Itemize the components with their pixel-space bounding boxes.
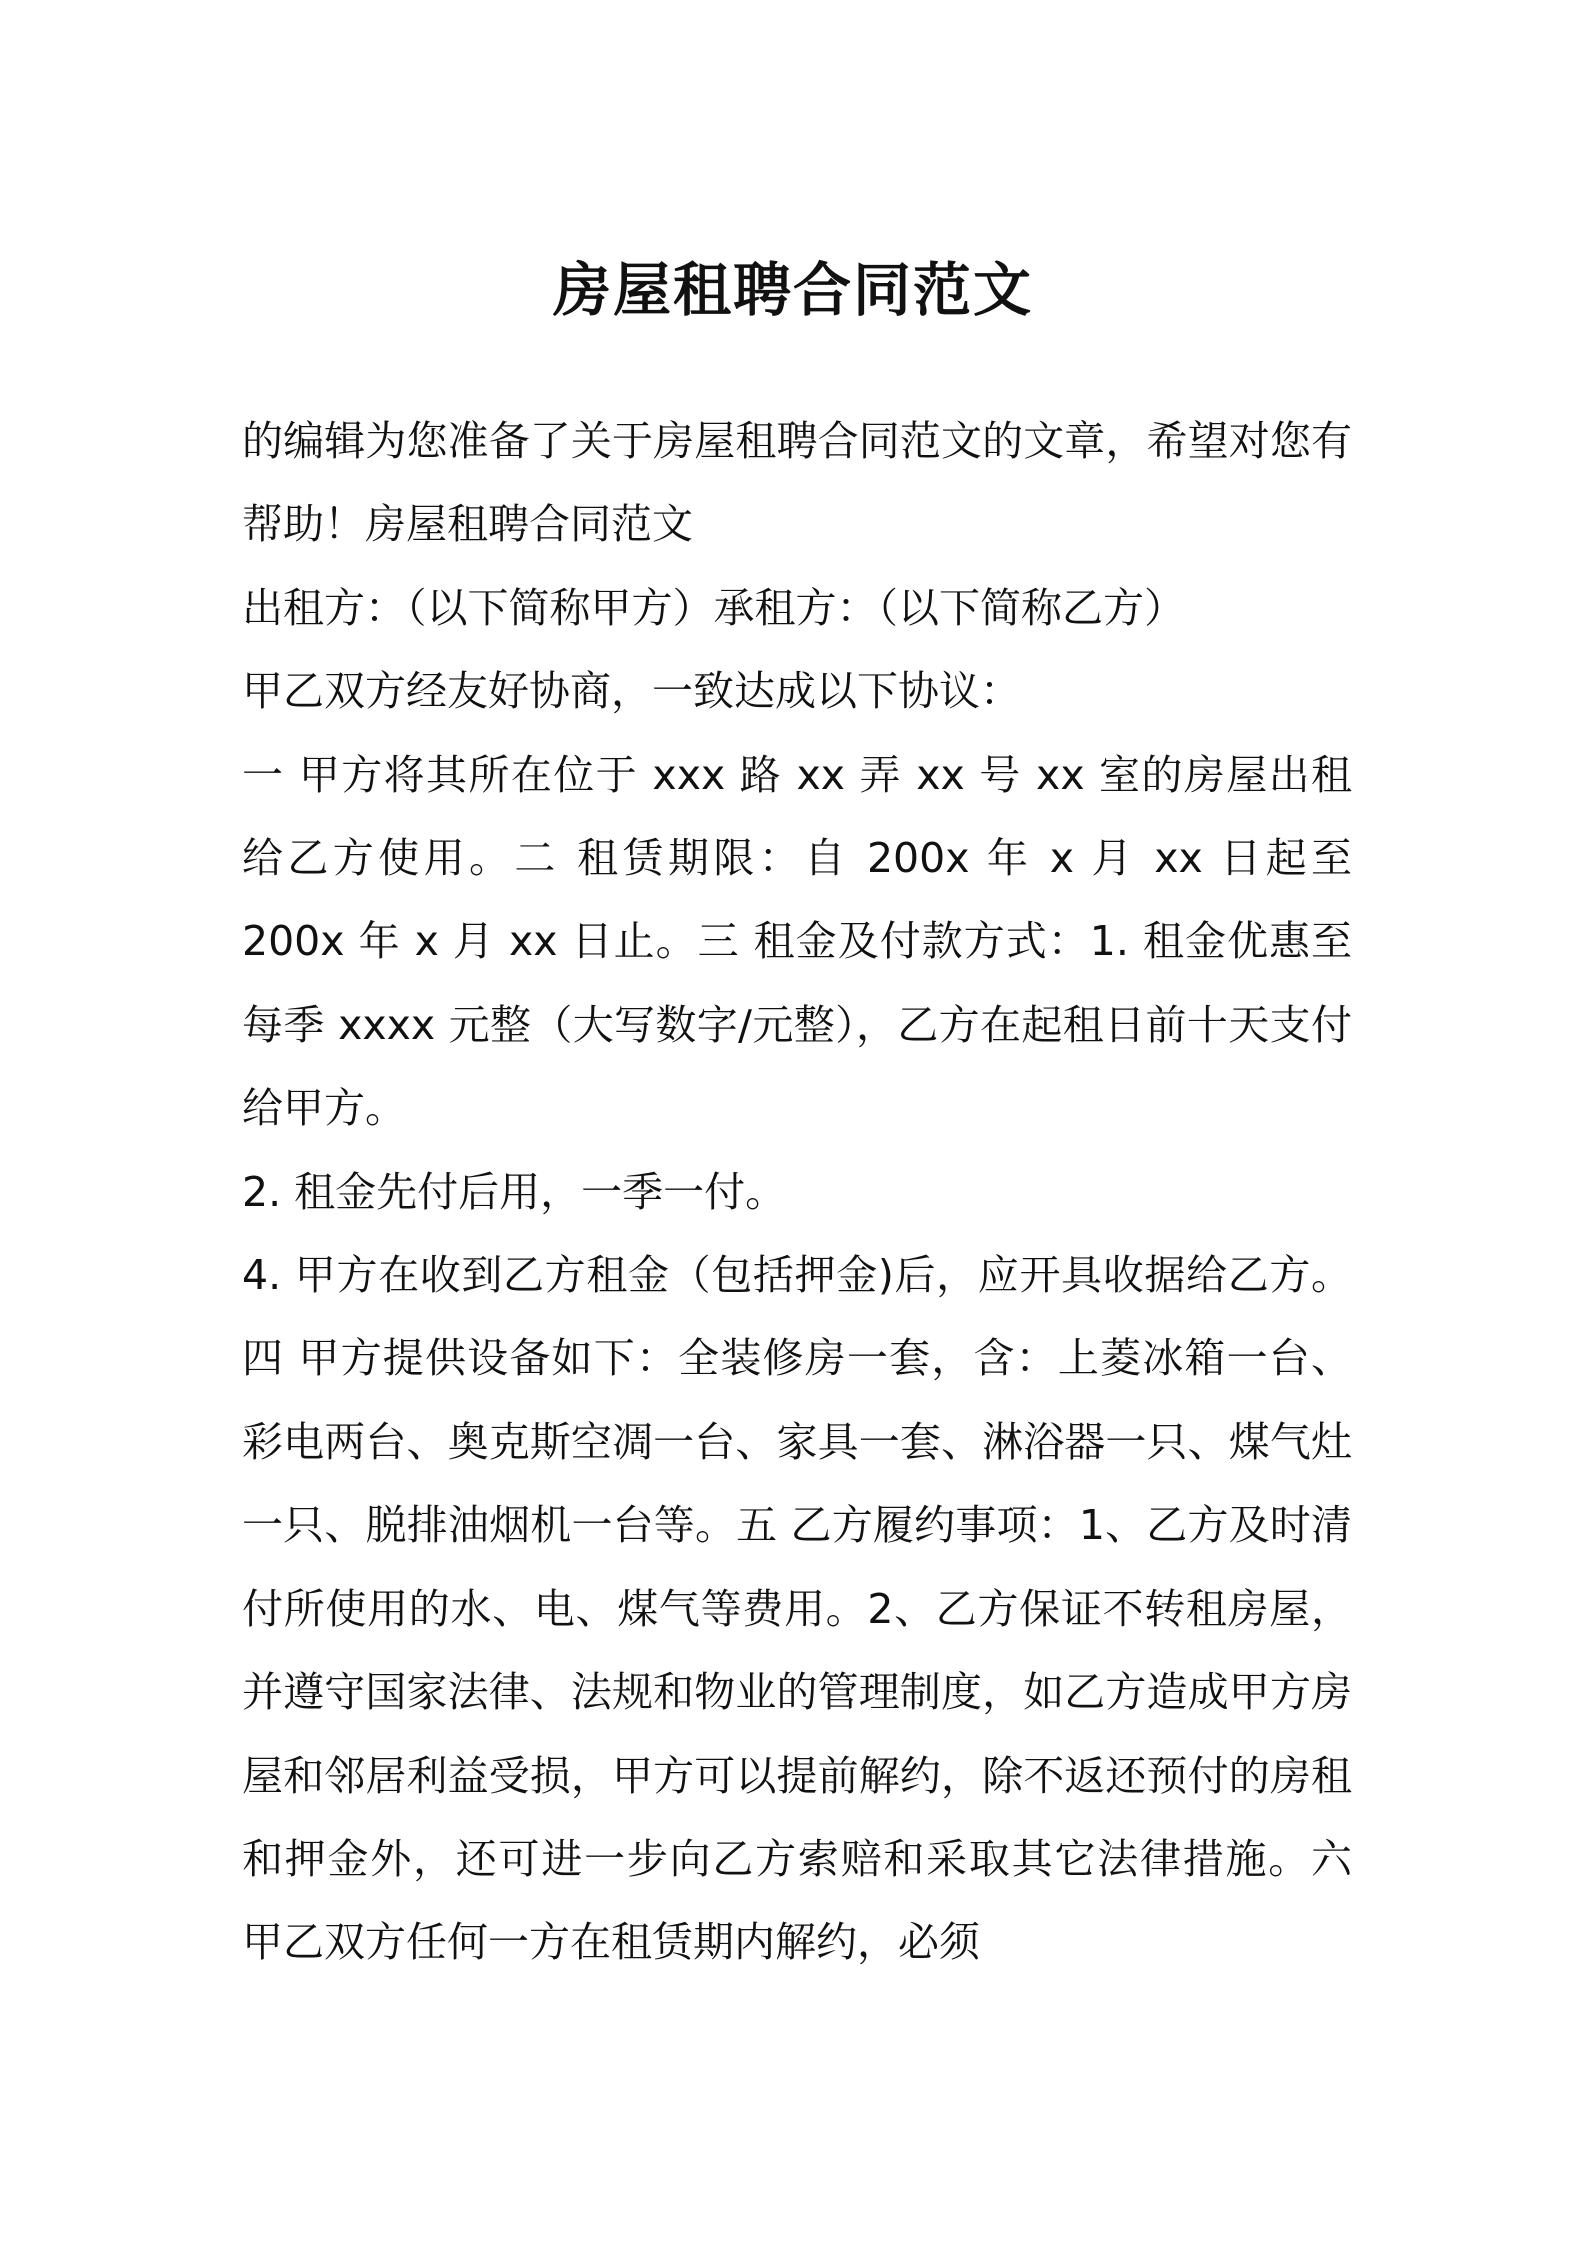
paragraph-clauses-4-6: 4. 甲方在收到乙方租金（包括押金)后，应开具收据给乙方。四 甲方提供设备如下：全装修房一套，含：上菱冰箱一台、彩电两台、奥克斯空凋一台、家具一套、淋浴器一只、煤气灶一只、脱排油烟机一台等。五 乙方履约事项：1、乙方及时清付所使用的水、电、煤气等费用。2、乙方保证不转租房屋，并遵守国家法律、法规和物业的管理制度，如乙方造成甲方房屋和邻居利益受损，甲方可以提前解约，除不返还预付的房租和押金外，还可进一步向乙方索赔和采取其它法律措施。六 甲乙双方任何一方在租赁期内解约，必须 [242, 1251, 1352, 1967]
paragraph-agreement: 甲乙双方经友好协商，一致达成以下协议： [242, 667, 1021, 716]
paragraph-intro: 的编辑为您准备了关于房屋租聘合同范文的文章，希望对您有帮助！房屋租聘合同范文 [242, 417, 1352, 549]
paragraph-payment: 2. 租金先付后用，一季一付。 [242, 1167, 787, 1216]
paragraph-parties: 出租方：（以下简称甲方）承租方：（以下简称乙方） [242, 583, 1185, 632]
paragraph-clauses-1-3: 一 甲方将其所在位于 xxx 路 xx 弄 xx 号 xx 室的房屋出租给乙方使用。二 租赁期限：自 200x 年 x 月 xx 日起至 200x 年 x 月 xx 日止。三 租金及付款方式：1. 租金优惠至每季 xxxx 元整（大写数字/元整），乙方在起租日前十天支付给甲方。 [242, 750, 1352, 1133]
document-body [242, 400, 1352, 1985]
document-title: 房屋租聘合同范文 [552, 256, 1033, 324]
